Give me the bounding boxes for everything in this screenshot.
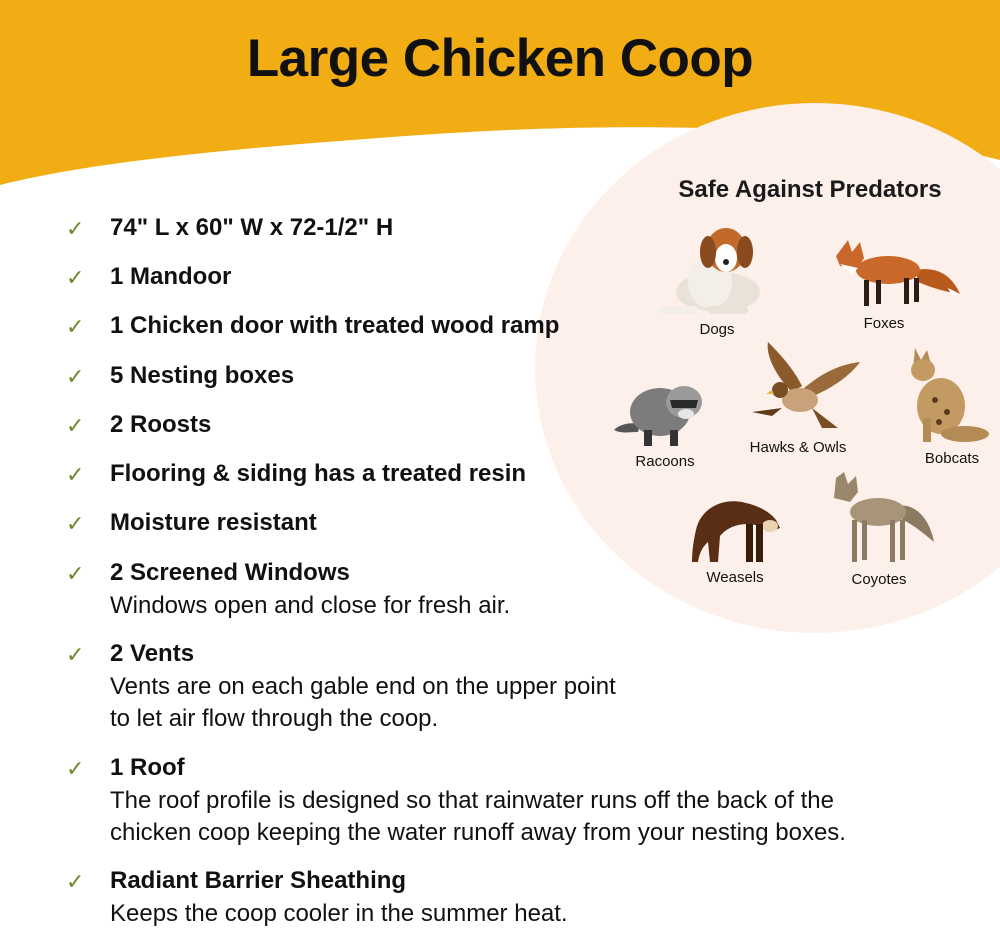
feature-title: 2 Screened Windows [110,559,350,586]
label-bobcats: Bobcats [924,450,980,467]
check-icon: ✓ [66,642,85,667]
check-icon: ✓ [66,314,85,339]
check-icon: ✓ [66,413,85,438]
hawk-icon [742,342,862,434]
feature-title: 1 Mandoor [110,263,232,290]
feature-description: The roof profile is designed so that rainwater runs off the back of the chicken coop keeping the water runoff away from your nesting boxes. [110,787,846,846]
label-foxes: Foxes [863,315,905,332]
check-icon: ✓ [66,869,85,894]
feature-description: Windows open and close for fresh air. [110,592,511,619]
page-title: Large Chicken Coop [246,29,754,88]
label-dogs: Dogs [699,321,735,338]
feature-title: Flooring & siding has a treated resin [110,460,527,487]
predators-heading: Safe Against Predators [678,176,942,203]
dog-icon [648,220,766,320]
feature-title: 1 Chicken door with treated wood ramp [110,312,560,339]
feature-title: 2 Roosts [110,411,212,438]
check-icon: ✓ [66,364,85,389]
label-racoons: Racoons [635,453,695,470]
check-icon: ✓ [66,561,85,586]
feature-title: Radiant Barrier Sheathing [110,867,407,894]
bobcat-icon [905,348,991,446]
raccoon-icon [610,368,710,450]
feature-title: 1 Roof [110,754,185,781]
label-hawks-owls: Hawks & Owls [749,439,847,456]
check-icon: ✓ [66,462,85,487]
check-icon: ✓ [66,216,85,241]
label-weasels: Weasels [706,569,764,586]
check-icon: ✓ [66,265,85,290]
feature-title: Moisture resistant [110,509,317,536]
check-icon: ✓ [66,756,85,781]
label-coyotes: Coyotes [851,571,907,588]
fox-icon [828,236,962,312]
weasel-icon [690,490,786,566]
feature-title: 2 Vents [110,640,195,667]
check-icon: ✓ [66,511,85,536]
coyote-icon [826,472,936,568]
feature-title: 5 Nesting boxes [110,362,295,389]
feature-title: 74" L x 60" W x 72-1/2" H [110,214,394,241]
feature-description: Keeps the coop cooler in the summer heat. [110,900,568,927]
feature-description: Vents are on each gable end on the upper point to let air flow through the coop. [110,673,616,732]
